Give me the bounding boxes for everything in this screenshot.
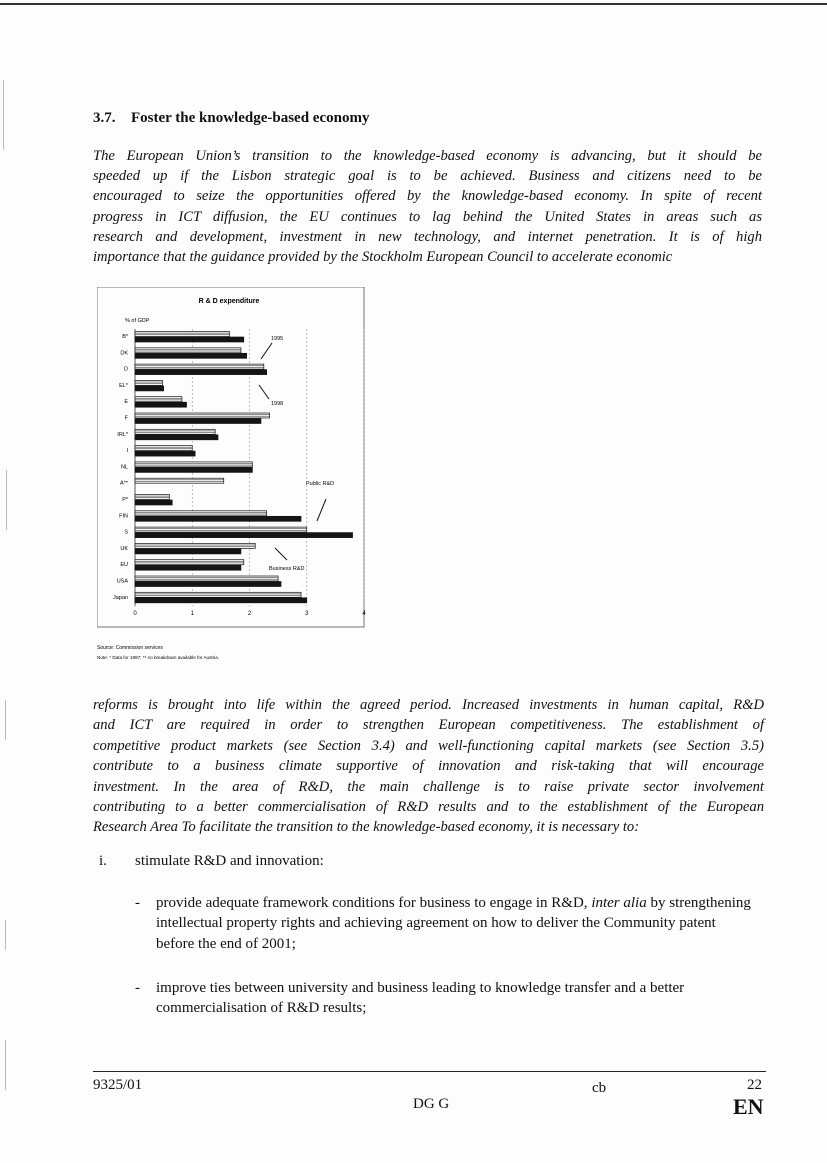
bar-1995: [135, 560, 244, 565]
scan-artifact: [5, 700, 6, 740]
category-label: Japan: [113, 594, 128, 601]
reforms-line: and ICT are required in order to strengthen European competitiveness. The establishment of: [93, 717, 764, 734]
bar-1998: [135, 451, 195, 456]
top-scan-edge: [0, 3, 827, 5]
x-tick-label: 4: [362, 611, 366, 618]
bar-1998: [135, 533, 353, 538]
reforms-line: contributing to a better commercialisation of R&D results and to the establishment of the European: [93, 799, 764, 816]
annotation-arrow: [261, 343, 272, 359]
reforms-line: investment. In the area of R&D, the main challenge is to raise private sector involvement: [93, 778, 764, 795]
category-label: E: [124, 399, 128, 406]
section-title: Foster the knowledge-based economy: [131, 110, 370, 126]
bullet-item: [135, 978, 755, 1019]
bar-1998: [135, 402, 187, 407]
annotation-label: 1998: [271, 401, 284, 407]
directorate: DG G: [413, 1096, 450, 1112]
bar-1998: [135, 370, 267, 375]
reforms-paragraph: [93, 695, 764, 838]
language-code: EN: [733, 1094, 764, 1119]
category-label: A**: [120, 480, 128, 487]
category-label: F: [124, 415, 128, 422]
bar-1995: [135, 511, 267, 516]
section-heading: [93, 110, 369, 127]
intro-line: progress in ICT diffusion, the EU continues to lag behind the United States in areas such as: [93, 208, 762, 225]
annotation-arrow: [259, 385, 269, 399]
category-label: D: [124, 366, 128, 373]
category-label: B*: [122, 334, 128, 340]
bar-1998: [135, 582, 281, 587]
x-tick-label: 3: [305, 611, 309, 618]
document-reference: 9325/01: [93, 1077, 143, 1093]
list-marker: i.: [99, 853, 107, 869]
intro-paragraph: [93, 146, 762, 267]
bar-1995: [135, 332, 229, 337]
section-number: 3.7.: [93, 110, 116, 126]
category-label: FIN: [119, 513, 128, 520]
bar-1995: [135, 429, 215, 434]
bar-1998: [135, 386, 164, 391]
bar-1995: [135, 380, 162, 385]
bar-1998: [135, 435, 218, 440]
annotation-label: 1995: [271, 336, 284, 342]
bullet-dash: -: [135, 895, 140, 911]
intro-line: importance that the guidance provided by the Stockholm European Council to accelerate economic: [93, 249, 673, 266]
category-label: EU: [120, 562, 128, 569]
bar-1998: [135, 467, 252, 472]
annotation-label: Business R&D: [269, 566, 305, 572]
intro-line: encouraged to seize the opportunities offered by the knowledge-based economy. In spite of recent: [93, 188, 762, 205]
category-label: P*: [122, 497, 128, 503]
reforms-line: contribute to a business climate supportive of innovation and risk-taking that will encourage: [93, 758, 764, 775]
annotation-label: Public R&D: [306, 481, 335, 487]
chart-title: R & D expenditure: [198, 298, 260, 305]
bar-1995: [135, 462, 252, 467]
bar-1998: [135, 353, 247, 358]
scan-artifact: [5, 920, 6, 950]
category-label: UK: [120, 545, 128, 552]
bar-1995: [135, 397, 182, 402]
bullet-text: by strengthening intellectual property rights and achieving agreement on how to deliver the Community patent before the end of 2001;: [156, 895, 751, 952]
x-tick-label: 2: [247, 611, 252, 618]
chart-axis-label: % of GDP: [125, 318, 150, 324]
bar-1995: [135, 413, 270, 418]
author-initials: cb: [592, 1080, 607, 1096]
category-label: DK: [120, 350, 128, 357]
category-label: USA: [116, 578, 128, 585]
category-label: I: [126, 448, 128, 455]
scan-artifact: [3, 80, 4, 150]
chart-note: Note: * Data for 1997; ** no breakdown available for Austria.: [97, 655, 220, 660]
category-label: NL: [120, 464, 128, 471]
bar-1995: [135, 576, 278, 581]
bar-1998: [135, 516, 301, 521]
footer-rule: [93, 1071, 766, 1072]
intro-line: research and development, investment in new technology, and internet penetration. It is of high: [93, 228, 762, 245]
bar-1995: [135, 478, 224, 483]
bullet-italic: inter alia: [591, 895, 647, 911]
bar-1998: [135, 500, 172, 505]
bar-1995: [135, 592, 301, 597]
bullet-text: improve ties between university and business leading to knowledge transfer and a better commercialisation of R&D results;: [156, 980, 685, 1017]
bullet-item: [135, 893, 755, 954]
bar-1998: [135, 549, 241, 554]
annotation-arrow: [317, 499, 326, 521]
bar-1998: [135, 419, 261, 424]
chart-source: Source: Commission services: [97, 645, 163, 651]
category-label: EL*: [119, 382, 128, 389]
page-number: 22: [747, 1077, 762, 1093]
list-item-i: [99, 853, 324, 870]
category-label: IRL*: [117, 431, 128, 438]
bar-1995: [135, 364, 264, 369]
rd-expenditure-chart: [97, 287, 369, 662]
bar-1998: [135, 337, 244, 342]
x-tick-label: 1: [190, 611, 194, 618]
bullet-dash: -: [135, 980, 140, 996]
scan-artifact: [5, 1040, 6, 1090]
scan-artifact: [6, 470, 7, 530]
annotation-arrow: [275, 548, 287, 560]
reforms-line: Research Area To facilitate the transition to the knowledge-based economy, it is necessary to:: [93, 819, 640, 836]
list-item-text: stimulate R&D and innovation:: [135, 853, 324, 869]
intro-line: The European Union’s transition to the knowledge-based economy is advancing, but it should be: [93, 148, 762, 164]
bullet-text: provide adequate framework conditions for business to engage in R&D,: [156, 895, 592, 911]
category-label: S: [124, 529, 128, 536]
bar-1995: [135, 348, 241, 353]
intro-line: speeded up if the Lisbon strategic goal is to be achieved. Business and citizens need to be: [93, 168, 762, 185]
x-tick-label: 0: [133, 611, 137, 618]
bar-1995: [135, 543, 255, 548]
bar-1998: [135, 598, 307, 603]
reforms-line: competitive product markets (see Section 3.4) and well-functioning capital markets (see Section 3.5): [93, 737, 764, 754]
bar-1995: [135, 527, 307, 532]
bar-1995: [135, 495, 169, 500]
bar-1995: [135, 446, 192, 451]
reforms-line: reforms is brought into life within the agreed period. Increased investments in human capital, R&D: [93, 697, 764, 713]
bar-1998: [135, 565, 241, 570]
